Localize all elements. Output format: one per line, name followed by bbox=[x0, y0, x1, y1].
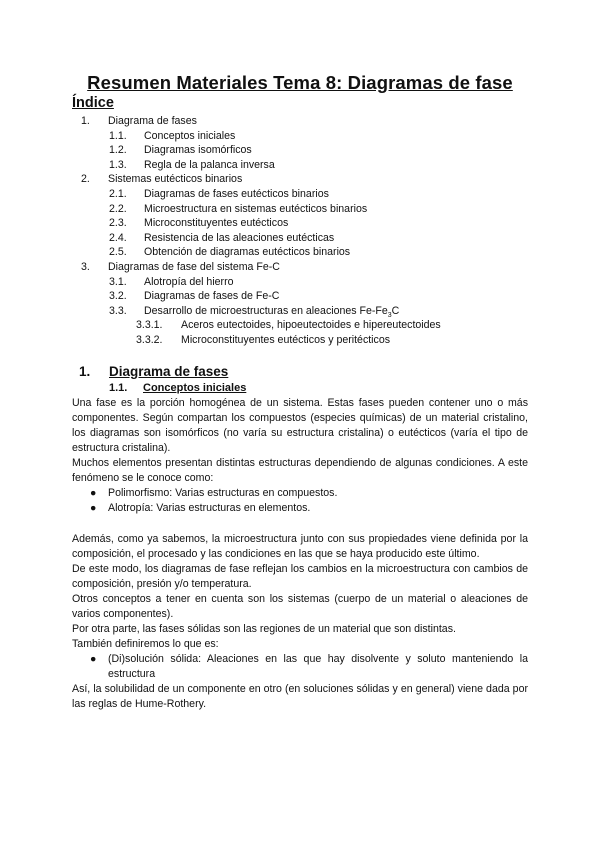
toc-item-text bbox=[144, 231, 334, 246]
toc-item-number: 1.2. bbox=[109, 144, 127, 157]
toc-item bbox=[0, 187, 600, 202]
subsection-title: Conceptos iniciales bbox=[143, 382, 247, 394]
bullet-icon: ● bbox=[90, 487, 97, 499]
index-heading: Índice bbox=[72, 95, 114, 111]
subsection-number: 1.1. bbox=[109, 382, 128, 394]
toc-item-text bbox=[108, 260, 280, 275]
list-item bbox=[72, 501, 528, 516]
toc-item bbox=[0, 318, 600, 333]
toc-item bbox=[0, 114, 600, 129]
toc-item-text bbox=[181, 333, 390, 348]
toc-item-text bbox=[108, 172, 242, 187]
toc-item-text bbox=[144, 304, 399, 319]
toc-item-label: Resistencia de las aleaciones eutécticas bbox=[144, 231, 335, 244]
toc-item-label: Desarrollo de microestructuras en aleaciones Fe-Fe bbox=[144, 304, 388, 317]
toc-item-number: 1. bbox=[81, 115, 90, 127]
toc-item-number: 3.3.1. bbox=[136, 319, 163, 332]
toc-item-text bbox=[181, 318, 441, 333]
toc-item-text bbox=[144, 129, 235, 144]
toc-item-label: Microconstituyentes eutécticos bbox=[144, 217, 289, 230]
toc-item-number: 2. bbox=[81, 173, 90, 186]
toc-item-number: 1.3. bbox=[109, 158, 127, 171]
toc-item-text bbox=[108, 114, 197, 129]
toc-item bbox=[0, 304, 600, 319]
toc-item-number: 3. bbox=[81, 260, 90, 273]
table-of-contents bbox=[0, 114, 600, 348]
toc-item-label: Diagramas isomórficos bbox=[144, 144, 252, 157]
toc-item-label-tail: C bbox=[391, 304, 400, 317]
paragraph: Una fase es la porción homogénea de un sistema. Estas fases pueden contener uno o más componentes. Según compartan los compuestos (especies químicas) de un material cristalino, los diagramas son isomórficos (no varía su estructura cristalina) o eutécticos (varía el tipo de estructura cristalina). bbox=[72, 397, 528, 454]
toc-item bbox=[0, 260, 600, 275]
toc-item-text bbox=[144, 289, 279, 304]
bullet-icon: ● bbox=[90, 502, 97, 514]
toc-item-number: 2.3. bbox=[109, 217, 127, 230]
list-item-text: Polimorfismo: Varias estructuras en compuestos. bbox=[108, 487, 338, 499]
toc-item bbox=[0, 158, 600, 173]
list-item-text: Alotropía: Varias estructuras en elementos. bbox=[108, 502, 311, 514]
paragraph: Por otra parte, las fases sólidas son las regiones de un material que son distintas. bbox=[72, 623, 456, 635]
toc-item bbox=[0, 129, 600, 144]
paragraph: De este modo, los diagramas de fase reflejan los cambios en la microestructura con cambios de composición, presión y/o temperatura. bbox=[72, 563, 528, 590]
toc-item-number: 2.4. bbox=[109, 231, 127, 244]
toc-item-label: Diagrama de fases bbox=[108, 115, 197, 127]
toc-item-number: 2.5. bbox=[109, 246, 127, 259]
bullet-list bbox=[72, 486, 528, 516]
section-title: Diagrama de fases bbox=[109, 364, 229, 379]
toc-item-number: 3.3. bbox=[109, 304, 127, 317]
toc-item bbox=[0, 143, 600, 158]
section-body bbox=[72, 396, 528, 712]
toc-item-label: Diagramas de fases eutécticos binarios bbox=[144, 187, 329, 200]
subscript: 3 bbox=[387, 311, 392, 319]
toc-item-number: 3.1. bbox=[109, 275, 127, 288]
toc-item bbox=[0, 202, 600, 217]
toc-item-label: Microestructura en sistemas eutécticos binarios bbox=[144, 202, 368, 215]
toc-item-label: Diagramas de fases de Fe-C bbox=[144, 290, 280, 303]
toc-item-text bbox=[144, 202, 367, 217]
bullet-icon: ● bbox=[90, 653, 97, 665]
spacer bbox=[72, 516, 528, 532]
paragraph: Así, la solubilidad de un componente en otro (en soluciones sólidas y en general) viene dada por las reglas de Hume-Rothery. bbox=[72, 683, 528, 710]
section-number: 1. bbox=[79, 364, 91, 379]
toc-item-text bbox=[144, 143, 252, 158]
toc-item-label: Alotropía del hierro bbox=[144, 275, 234, 288]
toc-item-number: 2.2. bbox=[109, 202, 127, 215]
toc-item-label: Sistemas eutécticos binarios bbox=[108, 173, 243, 186]
toc-item bbox=[0, 275, 600, 290]
list-item bbox=[72, 486, 528, 501]
toc-item-text bbox=[144, 158, 275, 173]
toc-item-label: Diagramas de fase del sistema Fe-C bbox=[108, 260, 280, 273]
toc-item-label: Microconstituyentes eutécticos y peritécticos bbox=[181, 333, 391, 346]
subsection-heading bbox=[109, 382, 246, 394]
document-title: Resumen Materiales Tema 8: Diagramas de fase bbox=[87, 72, 513, 93]
toc-item-label: Aceros eutectoides, hipoeutectoides e hipereutectoides bbox=[181, 319, 441, 332]
toc-item bbox=[0, 289, 600, 304]
section-heading bbox=[79, 364, 228, 379]
toc-item-text bbox=[144, 245, 350, 260]
list-item bbox=[72, 652, 528, 682]
toc-item-number: 1.1. bbox=[109, 129, 127, 142]
paragraph: También definiremos lo que es: bbox=[72, 638, 219, 650]
list-item-text: (Di)solución sólida: Aleaciones en las que hay disolvente y soluto manteniendo la estructura bbox=[108, 653, 528, 680]
toc-item bbox=[0, 245, 600, 260]
toc-item-label: Conceptos iniciales bbox=[144, 129, 236, 142]
toc-item-number: 3.3.2. bbox=[136, 333, 163, 346]
toc-item bbox=[0, 172, 600, 187]
paragraph: Muchos elementos presentan distintas estructuras dependiendo de algunas condiciones. A este fenómeno se le conoce como: bbox=[72, 457, 528, 484]
toc-item bbox=[0, 216, 600, 231]
toc-item bbox=[0, 333, 600, 348]
paragraph: Además, como ya sabemos, la microestructura junto con sus propiedades viene definida por la composición, el procesado y las condiciones en las que se haya producido este último. bbox=[72, 533, 528, 560]
toc-item-text bbox=[144, 216, 288, 231]
toc-item-label: Regla de la palanca inversa bbox=[144, 158, 275, 171]
toc-item-number: 2.1. bbox=[109, 187, 127, 200]
paragraph: Otros conceptos a tener en cuenta son los sistemas (cuerpo de un material o aleaciones de varios componentes). bbox=[72, 593, 528, 620]
toc-item-text bbox=[144, 275, 234, 290]
toc-item bbox=[0, 231, 600, 246]
toc-item-number: 3.2. bbox=[109, 290, 127, 303]
bullet-list bbox=[72, 652, 528, 682]
toc-item-label: Obtención de diagramas eutécticos binarios bbox=[144, 246, 351, 259]
toc-item-text bbox=[144, 187, 329, 202]
